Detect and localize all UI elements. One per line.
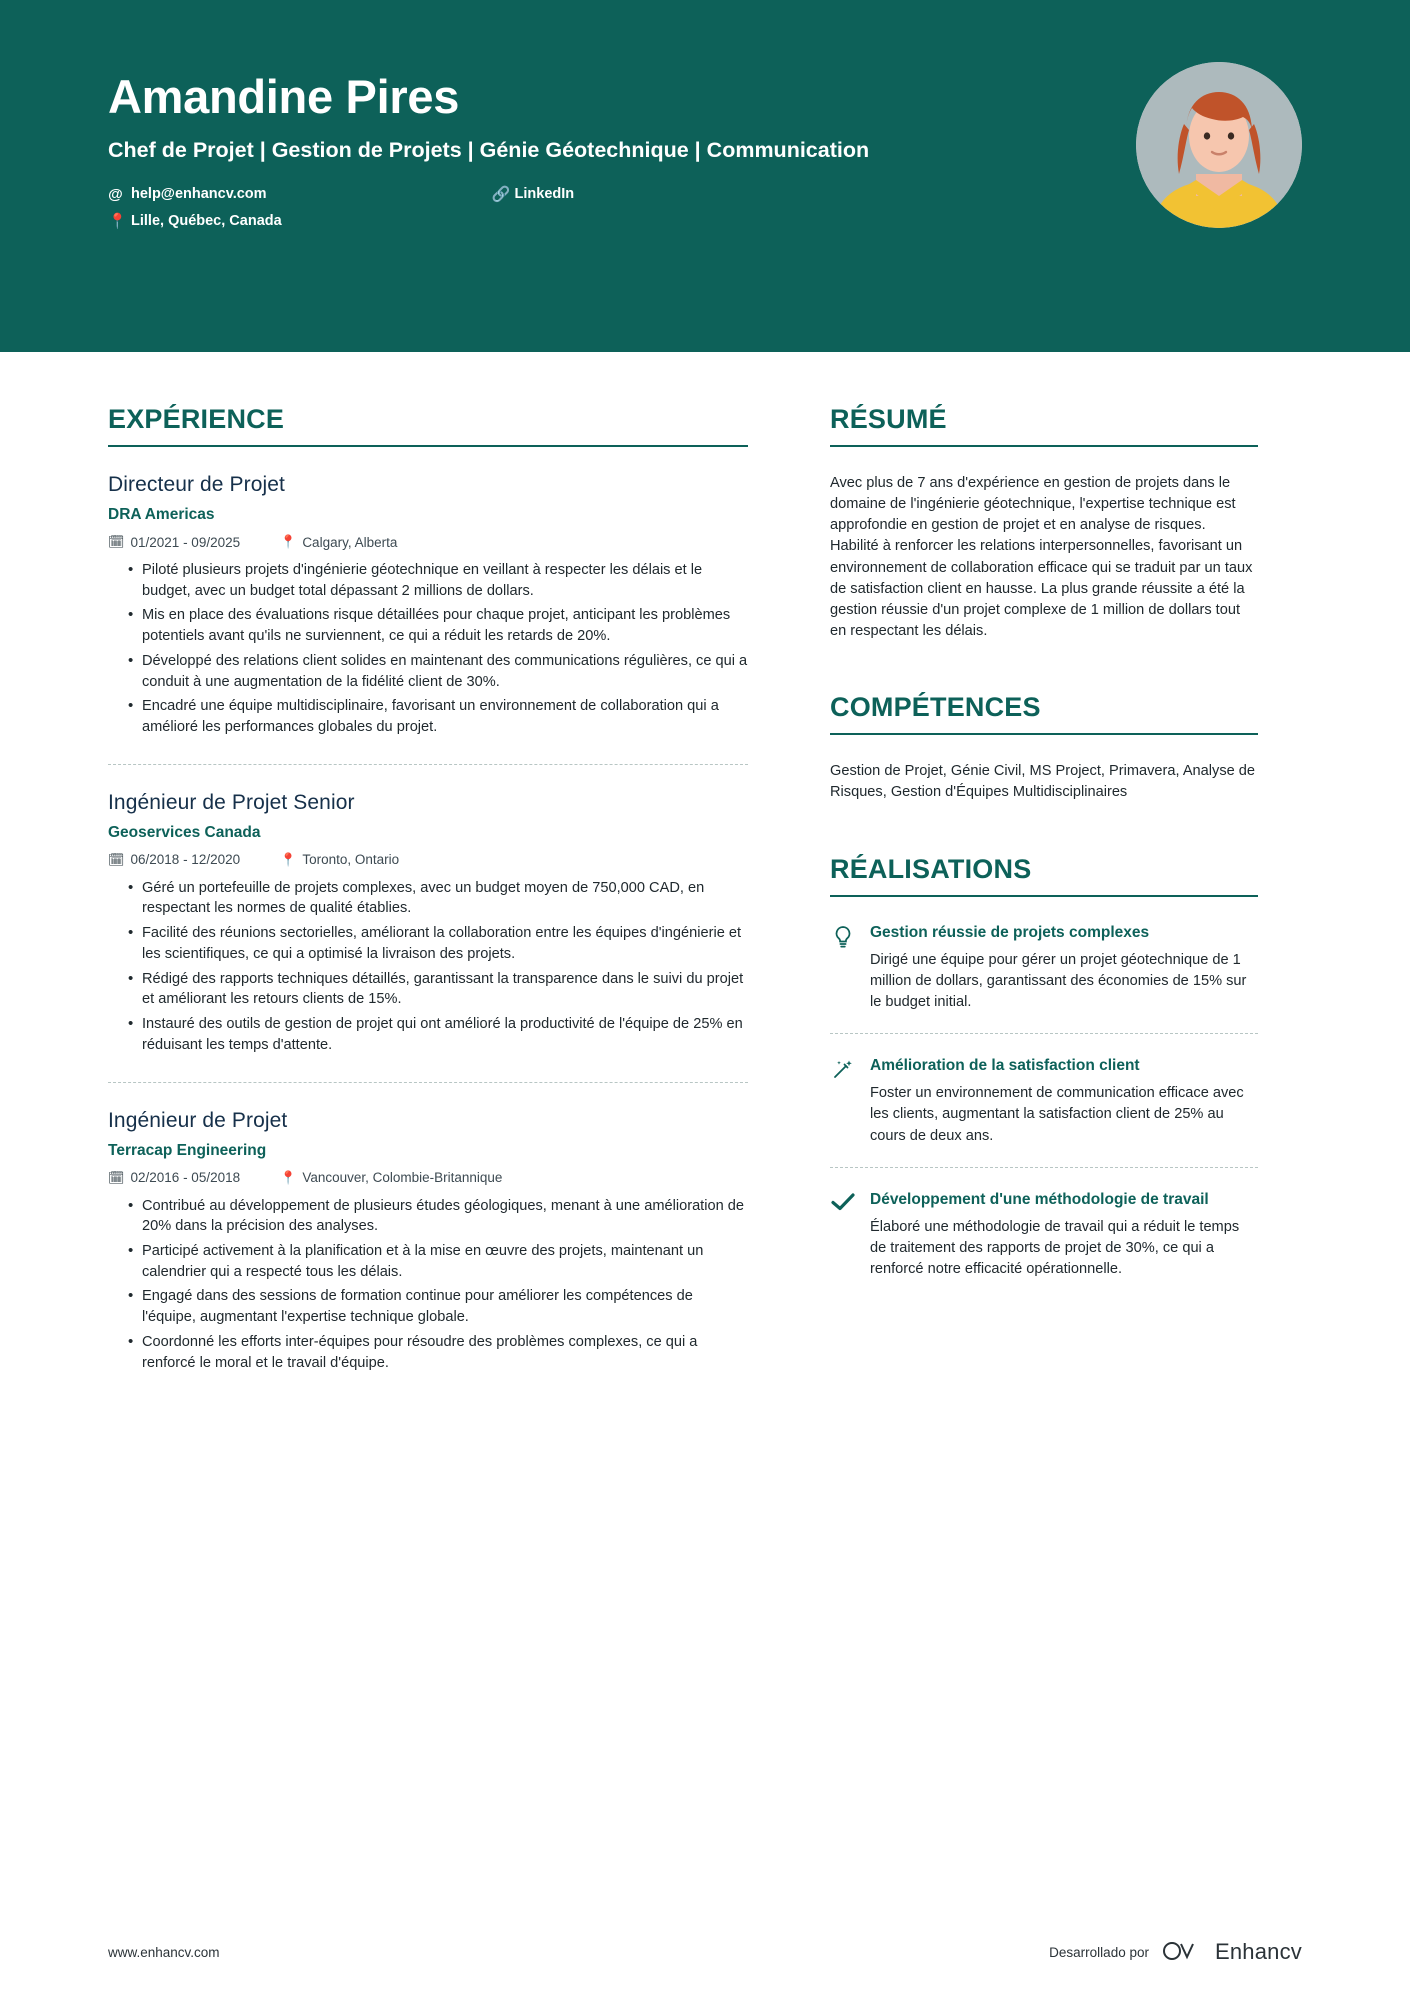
- job-bullet: • Contribué au développement de plusieurs études géologiques, menant à une amélioration de 20% dans la précision des analyses.: [128, 1196, 748, 1237]
- achievement-desc: Dirigé une équipe pour gérer un projet géotechnique de 1 million de dollars, garantissant des économies de 15% sur le budget initial.: [870, 951, 1247, 1011]
- job-bullets: [108, 878, 748, 1056]
- achievement-title: Développement d'une méthodologie de travail: [870, 1190, 1209, 1208]
- check-icon: [830, 1190, 856, 1281]
- job-location-wrap: [280, 852, 399, 868]
- contact-row-primary: [108, 186, 1310, 202]
- job-bullets: [108, 1196, 748, 1374]
- achievement-desc: Foster un environnement de communication efficace avec les clients, augmentant la satisfaction client de 25% au cours de deux ans.: [870, 1085, 1244, 1144]
- link-icon: 🔗: [491, 185, 511, 203]
- page-footer: [0, 1909, 1410, 1995]
- resume-header: [0, 0, 1410, 352]
- job-bullets: [108, 560, 748, 738]
- section-summary: [830, 404, 1258, 642]
- achievement-body: [870, 1190, 1258, 1281]
- footer-website[interactable]: www.enhancv.com: [108, 1944, 220, 1960]
- contact-linkedin-text: LinkedIn: [514, 186, 575, 203]
- candidate-name: Amandine Pires: [108, 70, 460, 123]
- resume-body: [0, 352, 1410, 1399]
- footer-brand-name: Enhancv: [1214, 1939, 1302, 1964]
- achievement-desc: Élaboré une méthodologie de travail qui a réduit le temps de traitement des rapports de projet de 30%, ce qui a renforcé notre efficacité opérationnelle.: [870, 1218, 1240, 1278]
- map-pin-icon: 📍: [280, 534, 297, 549]
- avatar: [1136, 62, 1302, 228]
- contact-linkedin[interactable]: [492, 186, 575, 202]
- job-bullet: • Facilité des réunions sectorielles, améliorant la collaboration entre les équipes d'ingénierie et les scientifiques, ce qui a optimisé la livraison des projets.: [128, 923, 748, 964]
- lightbulb-icon: [830, 923, 856, 1014]
- job-location-wrap: [280, 534, 397, 550]
- section-experience: [108, 404, 748, 1399]
- achievement-item: [830, 1033, 1258, 1167]
- section-achievements: [830, 854, 1258, 1301]
- contact-email[interactable]: [108, 186, 267, 202]
- job-location-wrap: [280, 1170, 502, 1186]
- contact-location-text: Lille, Québec, Canada: [131, 213, 282, 230]
- skills-text: Gestion de Projet, Génie Civil, MS Project, Primavera, Analyse de Risques, Gestion d'Équipes Multidisciplinaires: [830, 763, 1256, 801]
- job-bullet: • Encadré une équipe multidisciplinaire, favorisant un environnement de collaboration qui a amélioré les performances globales du projet.: [128, 696, 748, 737]
- section-title-summary: RÉSUMÉ: [830, 404, 1258, 447]
- job-role: Ingénieur de Projet Senior: [108, 790, 355, 814]
- job-dates: 01/2021 - 09/2025: [130, 534, 241, 550]
- right-column: [830, 404, 1258, 1399]
- job-role: Directeur de Projet: [108, 473, 285, 496]
- job-role: Ingénieur de Projet: [108, 1108, 288, 1132]
- job-bullet: • Mis en place des évaluations risque détaillées pour chaque projet, anticipant les problèmes potentiels avant qu'ils ne surviennent, ce qui a réduit les retards de 20%.: [128, 605, 748, 646]
- job-bullet: • Géré un portefeuille de projets complexes, avec un budget moyen de 750,000 CAD, en respectant les normes de qualité établies.: [128, 878, 748, 919]
- enhancv-logo-icon: [1161, 1938, 1203, 1967]
- achievement-item: [830, 923, 1258, 1034]
- left-column: [108, 404, 748, 1399]
- section-title-experience: EXPÉRIENCE: [108, 404, 748, 447]
- achievement-body: [870, 923, 1258, 1014]
- experience-entry: [108, 764, 748, 1082]
- achievement-body: [870, 1056, 1258, 1147]
- contact-row-secondary: [108, 213, 1310, 229]
- contact-email-text: help@enhancv.com: [131, 186, 267, 203]
- job-bullet: • Instauré des outils de gestion de projet qui ont amélioré la productivité de l'équipe de 25% en réduisant les temps d'attente.: [128, 1014, 748, 1055]
- map-pin-icon: 📍: [108, 212, 127, 230]
- job-location: Calgary, Alberta: [302, 534, 398, 550]
- job-meta: [108, 1170, 748, 1186]
- job-bullet: • Piloté plusieurs projets d'ingénierie géotechnique en veillant à respecter les délais et le budget, avec un budget total dépassant 2 millions de dollars.: [128, 560, 748, 601]
- job-meta: [108, 534, 748, 550]
- avatar-illustration: [1136, 62, 1302, 228]
- job-bullet: • Rédigé des rapports techniques détaillés, garantissant la transparence dans le suivi du projet et améliorant les retours clients de 15%.: [128, 969, 748, 1010]
- achievement-title: Gestion réussie de projets complexes: [870, 923, 1150, 941]
- job-bullet: • Participé activement à la planification et à la mise en œuvre des projets, maintenant un calendrier qui a respecté tous les délais.: [128, 1241, 748, 1282]
- job-bullet: • Engagé dans des sessions de formation continue pour améliorer les compétences de l'équipe, augmentant l'expertise technique globale.: [128, 1286, 748, 1327]
- experience-entry: [108, 473, 748, 764]
- achievement-title: Amélioration de la satisfaction client: [870, 1057, 1140, 1075]
- calendar-icon: 🗓: [108, 851, 125, 867]
- section-skills: [830, 692, 1258, 803]
- job-company: Geoservices Canada: [108, 823, 261, 841]
- contact-location: [108, 213, 282, 229]
- job-dates: 02/2016 - 05/2018: [130, 1170, 241, 1185]
- magic-wand-icon: [830, 1056, 856, 1147]
- summary-text: Avec plus de 7 ans d'expérience en gestion de projets dans le domaine de l'ingénierie géotechnique, l'expertise technique est approfondie en gestion de projet et en analyse de risques. Habilité à renforcer les relations interpersonnelles, favorisant un environnement de collaboration efficace qui se traduit par un taux de satisfaction client en hausse. La plus grande réussite a été la gestion réussie d'un projet complexe de 1 million de dollars tout en respectant les délais.: [830, 475, 1253, 640]
- at-icon: @: [108, 185, 123, 203]
- section-title-skills: COMPÉTENCES: [830, 692, 1258, 735]
- calendar-icon: 🗓: [108, 534, 125, 549]
- candidate-headline: Chef de Projet | Gestion de Projets | Génie Géotechnique | Communication: [108, 138, 870, 163]
- job-company: DRA Americas: [108, 506, 215, 523]
- job-meta: [108, 852, 748, 868]
- section-title-achievements: RÉALISATIONS: [830, 854, 1258, 897]
- calendar-icon: 🗓: [108, 1169, 125, 1185]
- job-location: Vancouver, Colombie-Britannique: [302, 1170, 503, 1185]
- footer-brand: [1049, 1938, 1302, 1967]
- job-company: Terracap Engineering: [108, 1141, 267, 1159]
- job-location: Toronto, Ontario: [302, 852, 400, 868]
- job-bullet: • Coordonné les efforts inter-équipes pour résoudre des problèmes complexes, ce qui a renforcé le moral et le travail d'équipe.: [128, 1332, 748, 1373]
- achievement-item: [830, 1167, 1258, 1301]
- job-bullet: • Développé des relations client solides en maintenant des communications régulières, ce qui a conduit à une augmentation de la fidélité client de 30%.: [128, 651, 748, 692]
- job-dates: 06/2018 - 12/2020: [130, 852, 241, 868]
- footer-powered-by: Desarrollado por: [1049, 1944, 1149, 1960]
- experience-entry: [108, 1082, 748, 1400]
- map-pin-icon: 📍: [280, 1169, 297, 1185]
- map-pin-icon: 📍: [280, 851, 297, 867]
